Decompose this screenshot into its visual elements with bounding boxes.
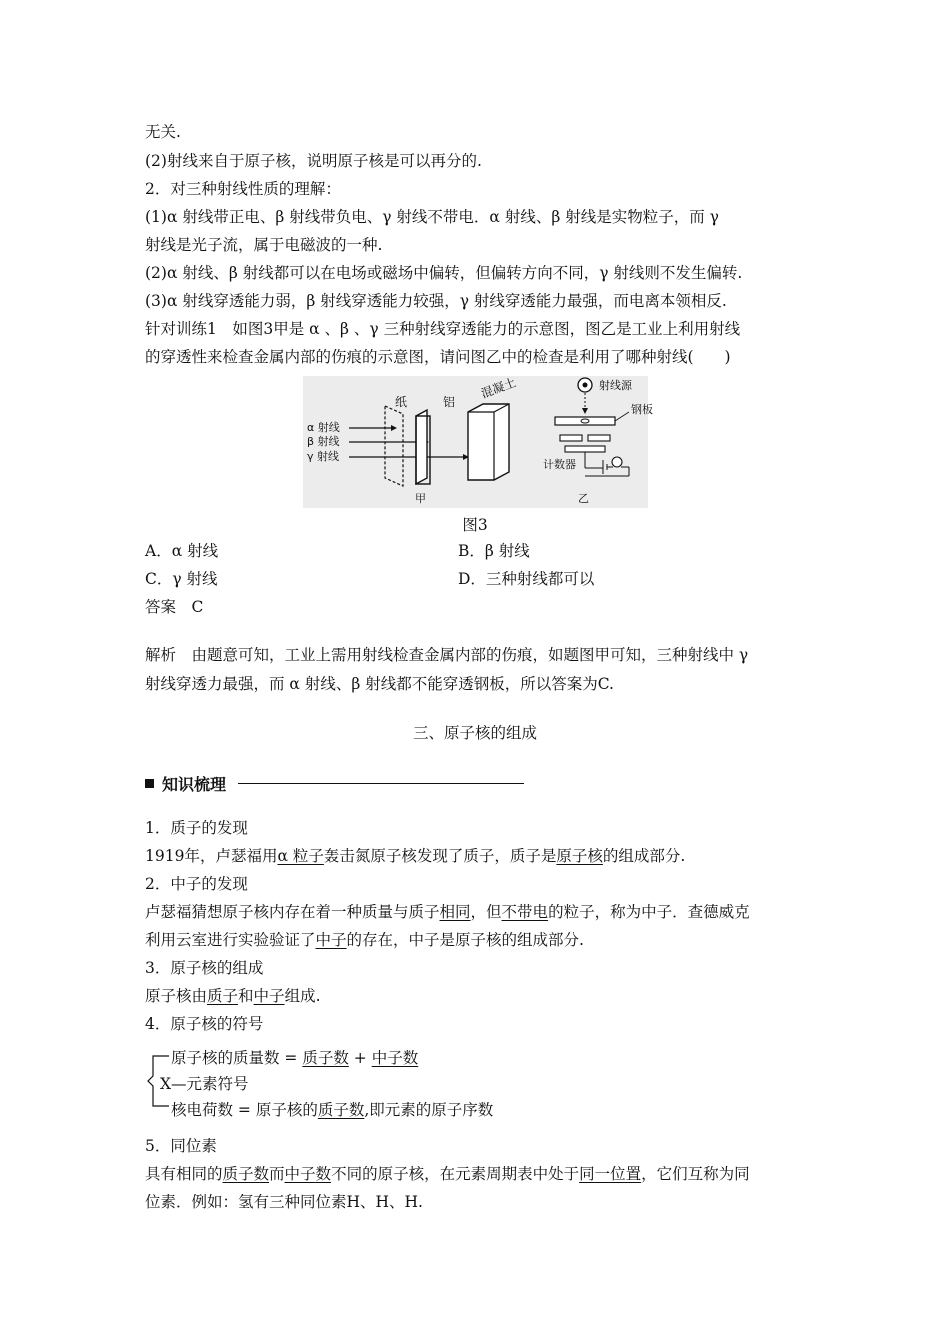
aluminum-plate [416, 410, 427, 484]
element-symbol-line: X—元素符号 [160, 1075, 249, 1093]
text-line: (1)α 射线带正电、β 射线带负电、γ 射线不带电．α 射线、β 射线是实物粒子，而 γ [145, 208, 719, 226]
blank-answer: 中子 [315, 931, 347, 949]
option-d: D．三种射线都可以 [458, 570, 595, 588]
blank-answer: 相同 [439, 903, 471, 921]
item-title: 3．原子核的组成 [145, 959, 264, 977]
blank-answer: 质子数 [302, 1049, 349, 1067]
meter-icon [612, 457, 622, 467]
text-line: 1919年，卢瑟福用α 粒子轰击氮原子核发现了质子，质子是原子核的组成部分. [145, 847, 686, 865]
steel-plate [555, 417, 615, 425]
option-b: B．β 射线 [458, 542, 530, 560]
steel-label: 钢板 [631, 403, 653, 416]
text-line: 射线是光子流，属于电磁波的一种. [145, 236, 383, 254]
item-title: 2．中子的发现 [145, 875, 248, 893]
analysis-line: 解析 由题意可知，工业上需用射线检查金属内部的伤痕，如题图甲可知，三种射线中 γ [145, 646, 749, 664]
text-line: 具有相同的质子数而中子数不同的原子核，在元素周期表中处于同一位置，它们互称为同 [145, 1165, 750, 1183]
blank-answer: 质子数 [317, 1101, 365, 1119]
jia-label: 甲 [415, 492, 426, 505]
mass-number-line: 原子核的质量数 = 质子数 + 中子数 [171, 1049, 419, 1067]
item-title: 5．同位素 [145, 1137, 217, 1155]
blank-answer: 同一位置 [579, 1165, 642, 1183]
option-c: C．γ 射线 [145, 570, 218, 588]
option-a: A．α 射线 [145, 542, 219, 560]
square-bullet-icon [145, 779, 154, 788]
section-title: 三、原子核的组成 [412, 724, 537, 742]
blank-answer: α 粒子 [277, 847, 324, 865]
blank-answer: 质子 [207, 987, 239, 1005]
blank-answer: 质子数 [222, 1165, 270, 1183]
text-line: (2)α 射线、β 射线都可以在电场或磁场中偏转，但偏转方向不同，γ 射线则不发生偏转. [145, 264, 743, 282]
concrete-label: 混凝土 [479, 375, 518, 401]
figure-3 [303, 375, 653, 508]
question-line: 针对训练1 如图3甲是 α 、β 、γ 三种射线穿透能力的示意图，图乙是工业上利用射线 [145, 320, 741, 338]
knowledge-heading [145, 772, 524, 795]
analysis-line: 射线穿透力最强，而 α 射线、β 射线都不能穿透钢板，所以答案为C. [145, 675, 614, 693]
beta-label: β 射线 [307, 435, 340, 448]
blank-answer: 中子 [253, 987, 285, 1005]
text-line: 原子核由质子和中子组成. [145, 987, 321, 1005]
charge-number-line: 核电荷数 = 原子核的质子数,即元素的原子序数 [171, 1101, 494, 1119]
alpha-label: α 射线 [307, 421, 340, 434]
blank-answer: 原子核 [556, 847, 603, 865]
text-line: 利用云室进行实验验证了中子的存在，中子是原子核的组成部分. [145, 931, 584, 949]
paper-label: 纸 [395, 395, 408, 409]
blank-answer: 中子数 [371, 1049, 419, 1067]
blank-answer: 中子数 [284, 1165, 332, 1183]
text-line: 2．对三种射线性质的理解： [145, 180, 341, 198]
text-line: 卢瑟福猜想原子核内存在着一种质量与质子相同，但不带电的粒子，称为中子．查德威克 [145, 903, 750, 921]
counter-label: 计数器 [543, 458, 576, 471]
aluminum-label: 铝 [443, 395, 456, 409]
text-line: (3)α 射线穿透能力弱，β 射线穿透能力较强，γ 射线穿透能力最强，而电离本领相反. [145, 292, 727, 310]
blank-answer: 不带电 [501, 903, 549, 921]
heading-text: 知识梳理 [162, 775, 227, 794]
gamma-label: γ 射线 [307, 450, 340, 463]
item-title: 4．原子核的符号 [145, 1015, 264, 1033]
source-label: 射线源 [599, 379, 632, 392]
item-title: 1．质子的发现 [145, 819, 248, 837]
answer: 答案 C [145, 598, 204, 616]
question-line: 的穿透性来检查金属内部的伤痕的示意图，请问图乙中的检查是利用了哪种射线( ) [145, 348, 731, 366]
concrete-block [468, 404, 509, 480]
text-line: (2)射线来自于原子核，说明原子核是可以再分的. [145, 152, 482, 170]
text-line: 无关. [145, 123, 181, 141]
figure-caption: 图3 [462, 516, 488, 534]
text-line: 位素．例如：氢有三种同位素H、H、H. [145, 1193, 423, 1211]
heading-rule [238, 783, 524, 784]
yi-label: 乙 [578, 492, 589, 505]
